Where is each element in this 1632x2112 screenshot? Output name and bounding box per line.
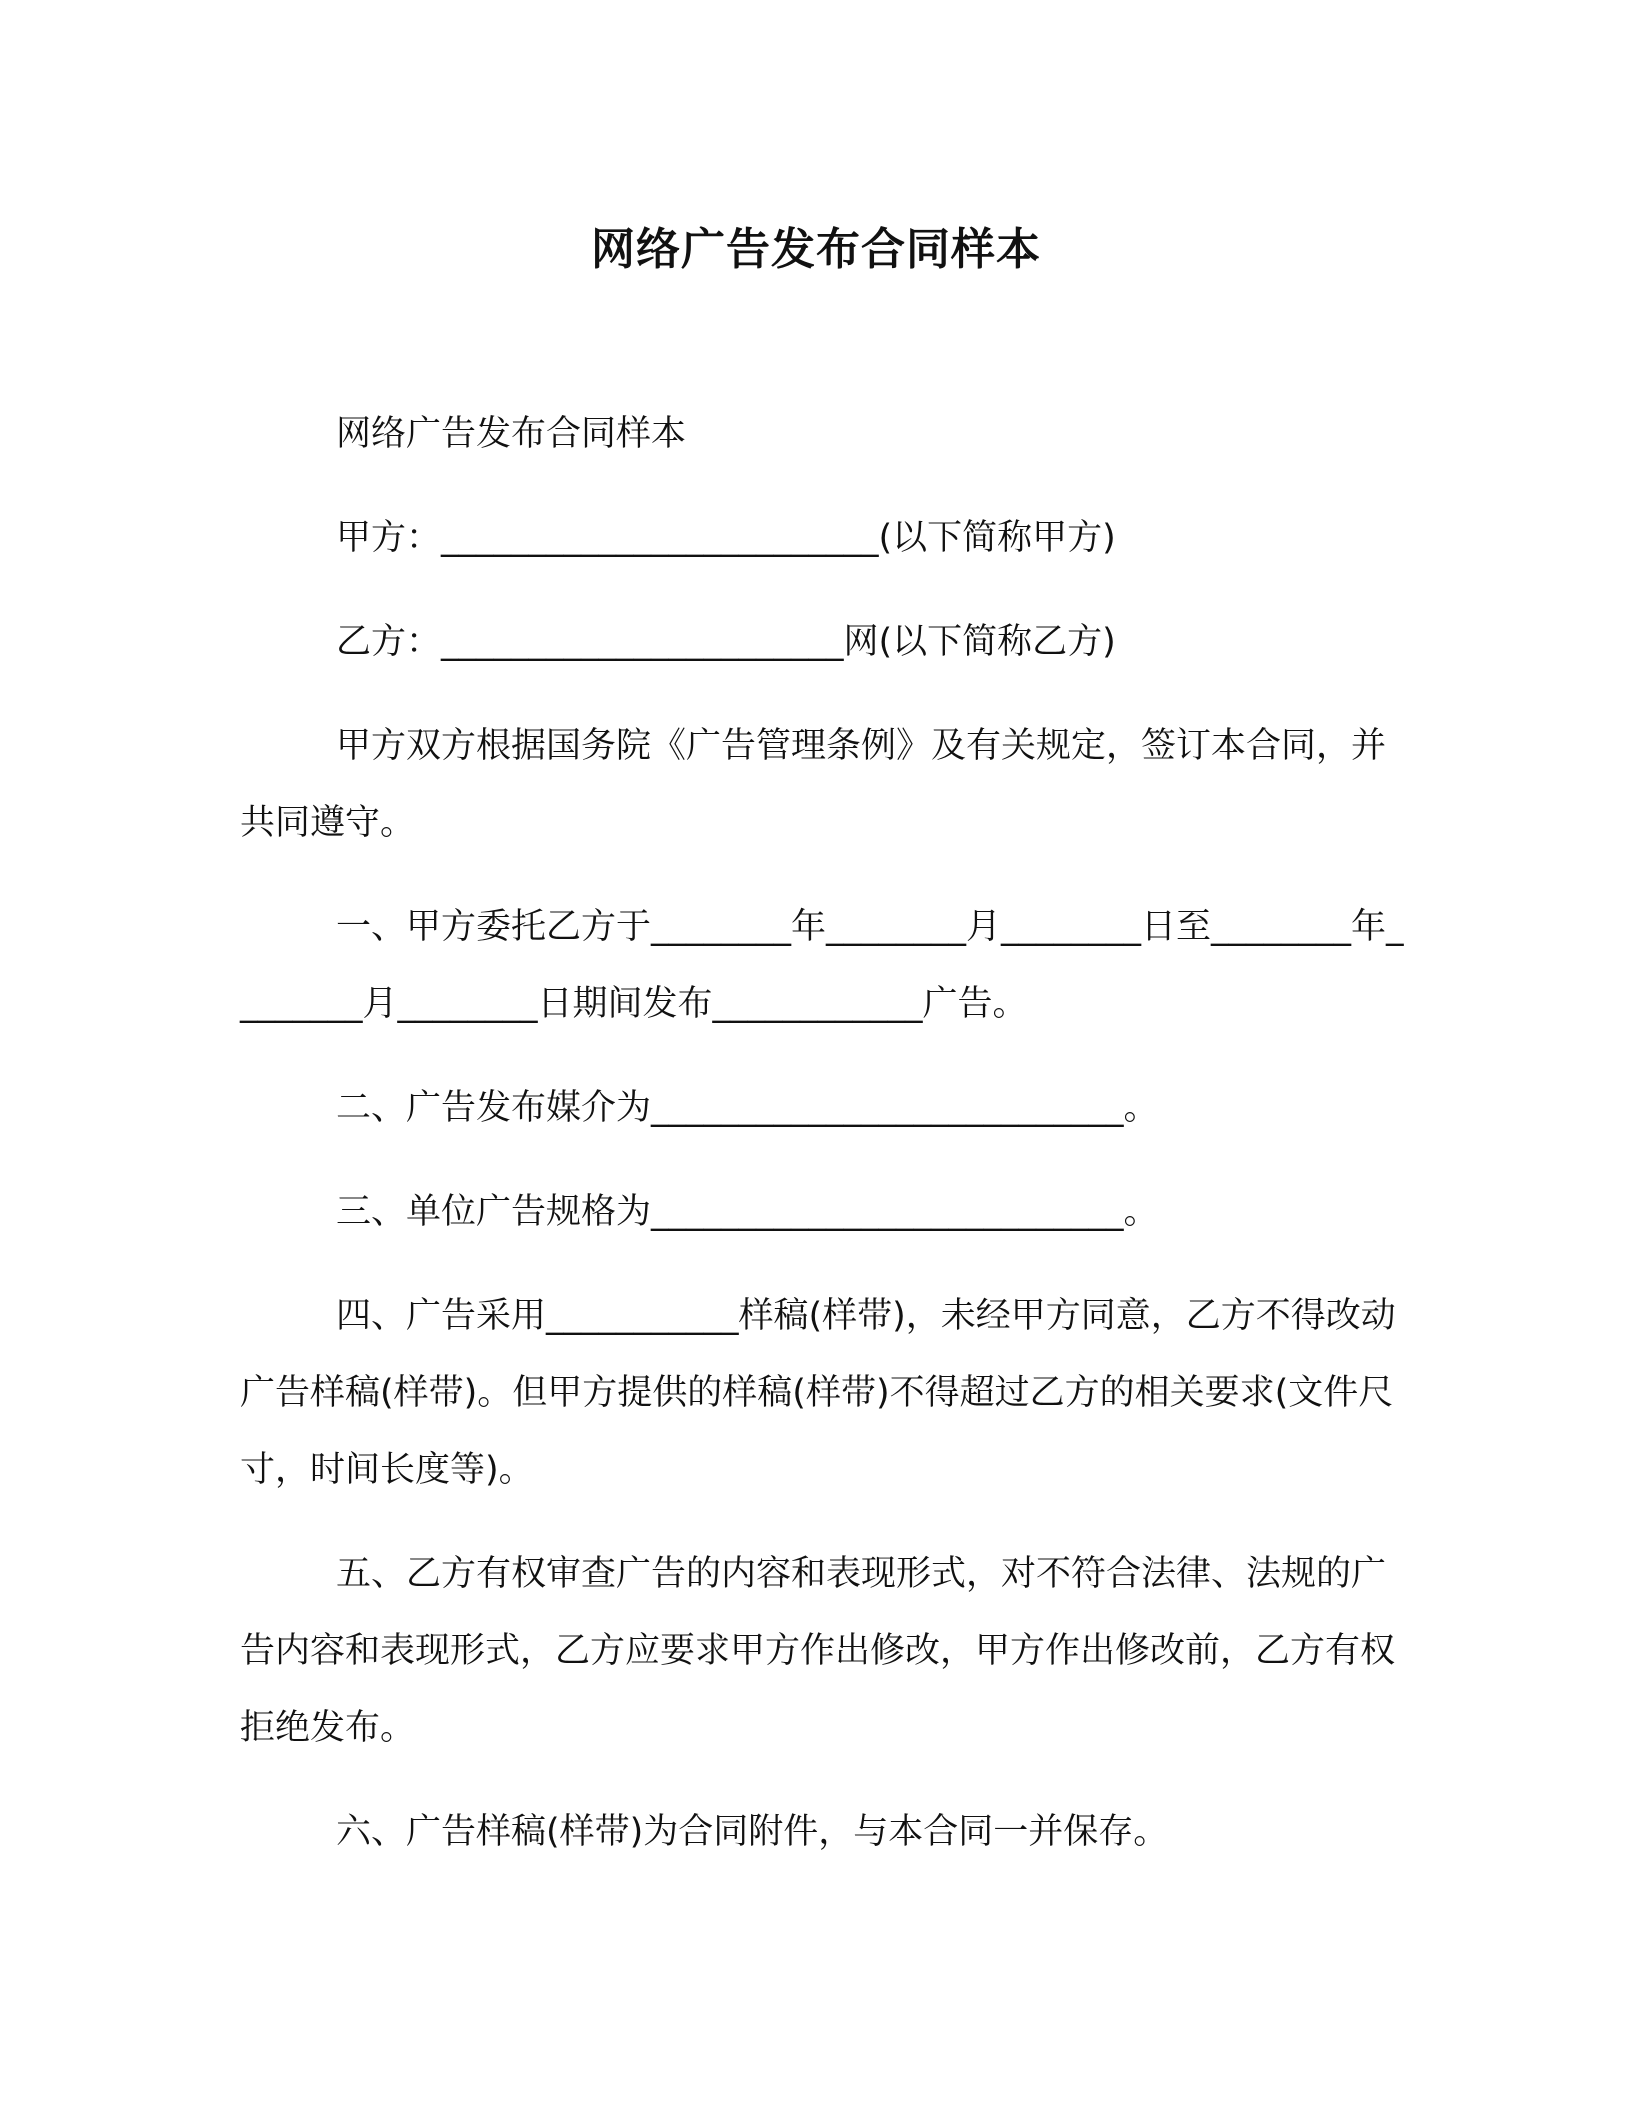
party-b-line: 乙方：_______________________网(以下简称乙方) <box>336 622 1116 662</box>
document-title: 网络广告发布合同样本 <box>591 224 1041 275</box>
party-a-line: 甲方：_________________________(以下简称甲方) <box>336 518 1116 558</box>
clause-6: 六、广告样稿(样带)为合同附件，与本合同一并保存。 <box>336 1812 1169 1852</box>
clause-3: 三、单位广告规格为___________________________。 <box>336 1192 1159 1232</box>
clause-1: 一、甲方委托乙方于________年________月________日至________年________月________日期间发布____________广告。 <box>240 907 1404 1024</box>
clause-4: 四、广告采用___________样稿(样带)，未经甲方同意，乙方不得改动广告样稿(样带)。但甲方提供的样稿(样带)不得超过乙方的相关要求(文件尺寸，时间长度等)。 <box>240 1296 1396 1490</box>
document-body <box>240 396 1410 1898</box>
clause-5: 五、乙方有权审查广告的内容和表现形式，对不符合法律、法规的广告内容和表现形式，乙方应要求甲方作出修改，甲方作出修改前，乙方有权拒绝发布。 <box>240 1554 1396 1748</box>
clause-2: 二、广告发布媒介为___________________________。 <box>336 1088 1159 1128</box>
document-subtitle: 网络广告发布合同样本 <box>336 414 687 454</box>
preamble-paragraph: 甲方双方根据国务院《广告管理条例》及有关规定，签订本合同，并共同遵守。 <box>240 726 1387 843</box>
